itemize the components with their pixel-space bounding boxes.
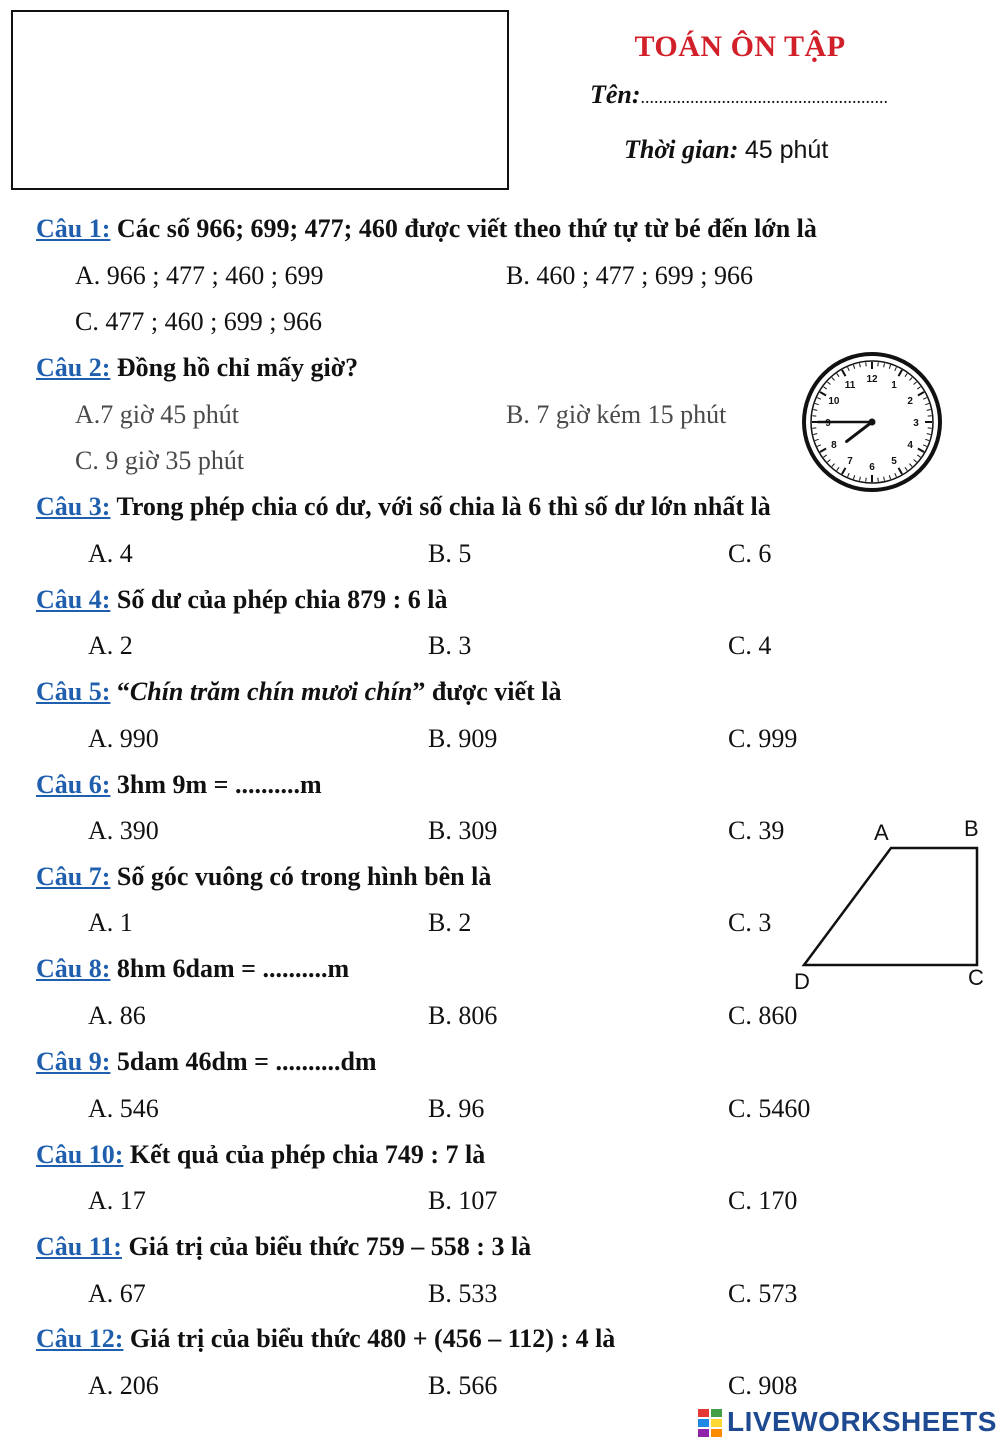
time-value: 45 phút: [744, 136, 829, 164]
question-4: [36, 585, 447, 615]
option-c: C. 908: [728, 1371, 798, 1400]
time-label: Thời gian:: [624, 135, 739, 164]
liveworksheets-icon: [697, 1408, 723, 1438]
question-text: 3hm 9m = ..........m: [116, 770, 322, 799]
option-b: B. 309: [428, 816, 498, 845]
question-label: Câu 12:: [36, 1324, 124, 1353]
student-name-field: [590, 80, 888, 110]
question-9: [36, 1047, 377, 1077]
clock-number: 7: [847, 456, 853, 468]
option-a: A. 1: [88, 908, 133, 937]
option-b: B. 7 giờ kém 15 phút: [506, 400, 727, 429]
clock-number: 4: [907, 440, 913, 451]
question-text: Số dư của phép chia 879 : 6 là: [116, 585, 448, 614]
option-c: C. 6: [728, 539, 772, 568]
vertex-label-d: D: [794, 969, 810, 994]
question-text: 5dam 46dm = ..........dm: [116, 1047, 377, 1076]
question-text: Giá trị của biểu thức 480 + (456 – 112) : 4 là: [129, 1324, 616, 1353]
clock-number: 9: [825, 418, 831, 429]
option-c: C. 5460: [728, 1094, 811, 1123]
option-c: C. 9 giờ 35 phút: [75, 446, 245, 475]
trapezoid-figure: [790, 812, 1000, 997]
question-text: Giá trị của biểu thức 759 – 558 : 3 là: [128, 1232, 532, 1261]
question-11: [36, 1232, 531, 1262]
clock-number: 5: [891, 456, 897, 468]
question-label: Câu 9:: [36, 1047, 111, 1076]
clock-number: 11: [844, 379, 856, 391]
option-c: C. 477 ; 460 ; 699 ; 966: [75, 307, 323, 336]
option-c: C. 573: [728, 1279, 798, 1308]
question-label: Câu 8:: [36, 954, 111, 983]
clock-number: 1: [891, 379, 897, 391]
option-b: B. 806: [428, 1001, 498, 1030]
clock-number: 12: [866, 374, 878, 385]
clock-number: 10: [828, 396, 840, 407]
question-3: [36, 492, 771, 522]
option-b: B. 909: [428, 724, 498, 753]
option-b: B. 107: [428, 1186, 498, 1215]
question-label: Câu 5:: [36, 677, 111, 706]
option-b: B. 5: [428, 539, 472, 568]
trapezoid-shape: [804, 848, 977, 965]
clock-number: 6: [869, 462, 875, 473]
question-8: [36, 954, 349, 984]
question-text: Đồng hồ chỉ mấy giờ?: [116, 353, 359, 382]
question-2: [36, 353, 358, 383]
option-b: B. 533: [428, 1279, 498, 1308]
name-label: Tên:: [590, 80, 641, 109]
question-12: [36, 1324, 615, 1354]
question-label: Câu 2:: [36, 353, 111, 382]
question-5: [36, 677, 561, 707]
vertex-label-c: C: [968, 965, 984, 990]
option-c: C. 39: [728, 816, 785, 845]
option-b: B. 3: [428, 631, 472, 660]
option-a: A. 390: [88, 816, 159, 845]
vertex-label-a: A: [874, 820, 889, 845]
question-label: Câu 6:: [36, 770, 111, 799]
option-a: A. 86: [88, 1001, 146, 1030]
option-a: A. 2: [88, 631, 133, 660]
clock-number: 8: [831, 440, 837, 451]
option-b: B. 96: [428, 1094, 485, 1123]
option-a: A. 67: [88, 1279, 146, 1308]
option-a: A. 546: [88, 1094, 159, 1123]
question-text: Trong phép chia có dư, với số chia là 6 thì số dư lớn nhất là: [116, 492, 771, 521]
question-label: Câu 4:: [36, 585, 111, 614]
question-6: [36, 770, 322, 800]
name-box: [11, 10, 509, 190]
option-b: B. 460 ; 477 ; 699 ; 966: [506, 261, 754, 290]
question-text-italic: Chín trăm chín mươi chín: [129, 677, 413, 706]
option-a: A. 206: [88, 1371, 159, 1400]
option-c: C. 170: [728, 1186, 798, 1215]
liveworksheets-logo: [697, 1406, 997, 1440]
clock-number: 2: [907, 396, 913, 407]
option-c: C. 860: [728, 1001, 798, 1030]
question-text: Số góc vuông có trong hình bên là: [116, 862, 492, 891]
question-label: Câu 11:: [36, 1232, 122, 1261]
clock-number: 3: [913, 418, 919, 429]
question-text: ” được viết là: [412, 677, 562, 706]
option-a: A.7 giờ 45 phút: [75, 400, 239, 429]
option-c: C. 3: [728, 908, 772, 937]
option-b: B. 2: [428, 908, 472, 937]
question-7: [36, 862, 491, 892]
option-c: C. 999: [728, 724, 798, 753]
option-a: A. 17: [88, 1186, 146, 1215]
question-10: [36, 1140, 485, 1170]
name-dots: .......................................................: [640, 87, 889, 107]
question-label: Câu 1:: [36, 214, 111, 243]
option-a: A. 966 ; 477 ; 460 ; 699: [75, 261, 324, 290]
question-text: Kết quả của phép chia 749 : 7 là: [129, 1140, 486, 1169]
option-c: C. 4: [728, 631, 772, 660]
vertex-label-b: B: [964, 816, 979, 841]
option-a: A. 4: [88, 539, 133, 568]
clock-center: [869, 419, 876, 426]
question-label: Câu 3:: [36, 492, 111, 521]
question-label: Câu 10:: [36, 1140, 124, 1169]
option-a: A. 990: [88, 724, 159, 753]
question-text: Các số 966; 699; 477; 460 được viết theo thứ tự từ bé đến lớn là: [116, 214, 817, 243]
option-b: B. 566: [428, 1371, 498, 1400]
clock-figure: [800, 350, 944, 494]
question-text: 8hm 6dam = ..........m: [116, 954, 350, 983]
quote-open: “: [116, 677, 130, 706]
page-title: TOÁN ÔN TẬP: [634, 30, 846, 63]
brand-text: LIVEWORKSHEETS: [727, 1406, 997, 1437]
time-limit: [624, 135, 828, 165]
question-label: Câu 7:: [36, 862, 111, 891]
question-1: [36, 214, 817, 244]
